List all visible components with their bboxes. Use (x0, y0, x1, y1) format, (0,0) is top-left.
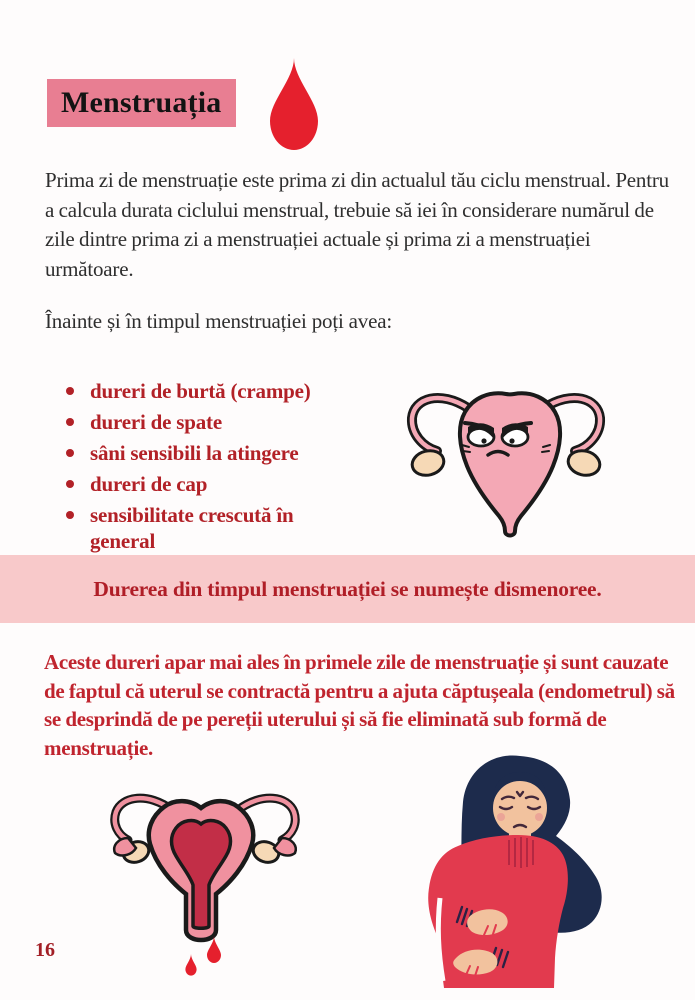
symptom-item: sensibilitate crescută în general (63, 502, 363, 554)
angry-uterus-illustration (390, 378, 622, 542)
banner-text: Durerea din timpul menstruației se numește dismenoree. (93, 576, 602, 601)
page-number: 16 (35, 939, 55, 961)
fimbria-right (274, 838, 296, 855)
symptom-item: dureri de cap (63, 471, 363, 497)
blood-drop-icon (262, 55, 326, 153)
bleeding-uterus-illustration (90, 788, 312, 988)
page-title: Menstruația (47, 79, 236, 127)
fimbria-left (114, 838, 136, 855)
symptoms-list (63, 378, 363, 559)
blood-drop-small (185, 954, 196, 976)
symptom-item: sâni sensibili la atingere (63, 440, 363, 466)
symptom-item: dureri de burtă (crampe) (63, 378, 363, 404)
woman-cramps-illustration (396, 746, 633, 1000)
explanation-paragraph: Aceste dureri apar mai ales în primele zile de menstruație și sunt cauzate de faptul că uterul se contractă pentru a ajuta căptușeala (endometrul) să se desprindă de pe pereții uterului și să fie eliminată sub formă de menstruație. (44, 650, 675, 760)
intro-paragraph: Prima zi de menstruație este prima zi din actualul tău ciclu menstrual. Pentru a calcula durata ciclului menstrual, trebuie să iei în considerare numărul de zile dintre prima zi a menstruației actuale și prima zi a menstruației următoare. (45, 168, 669, 281)
highlight-banner (0, 555, 695, 623)
turtleneck-collar (504, 837, 536, 868)
uterus-body (460, 393, 560, 535)
symptoms-heading: Înainte și în timpul menstruației poți avea: (45, 309, 392, 333)
symptom-item: dureri de spate (63, 409, 363, 435)
